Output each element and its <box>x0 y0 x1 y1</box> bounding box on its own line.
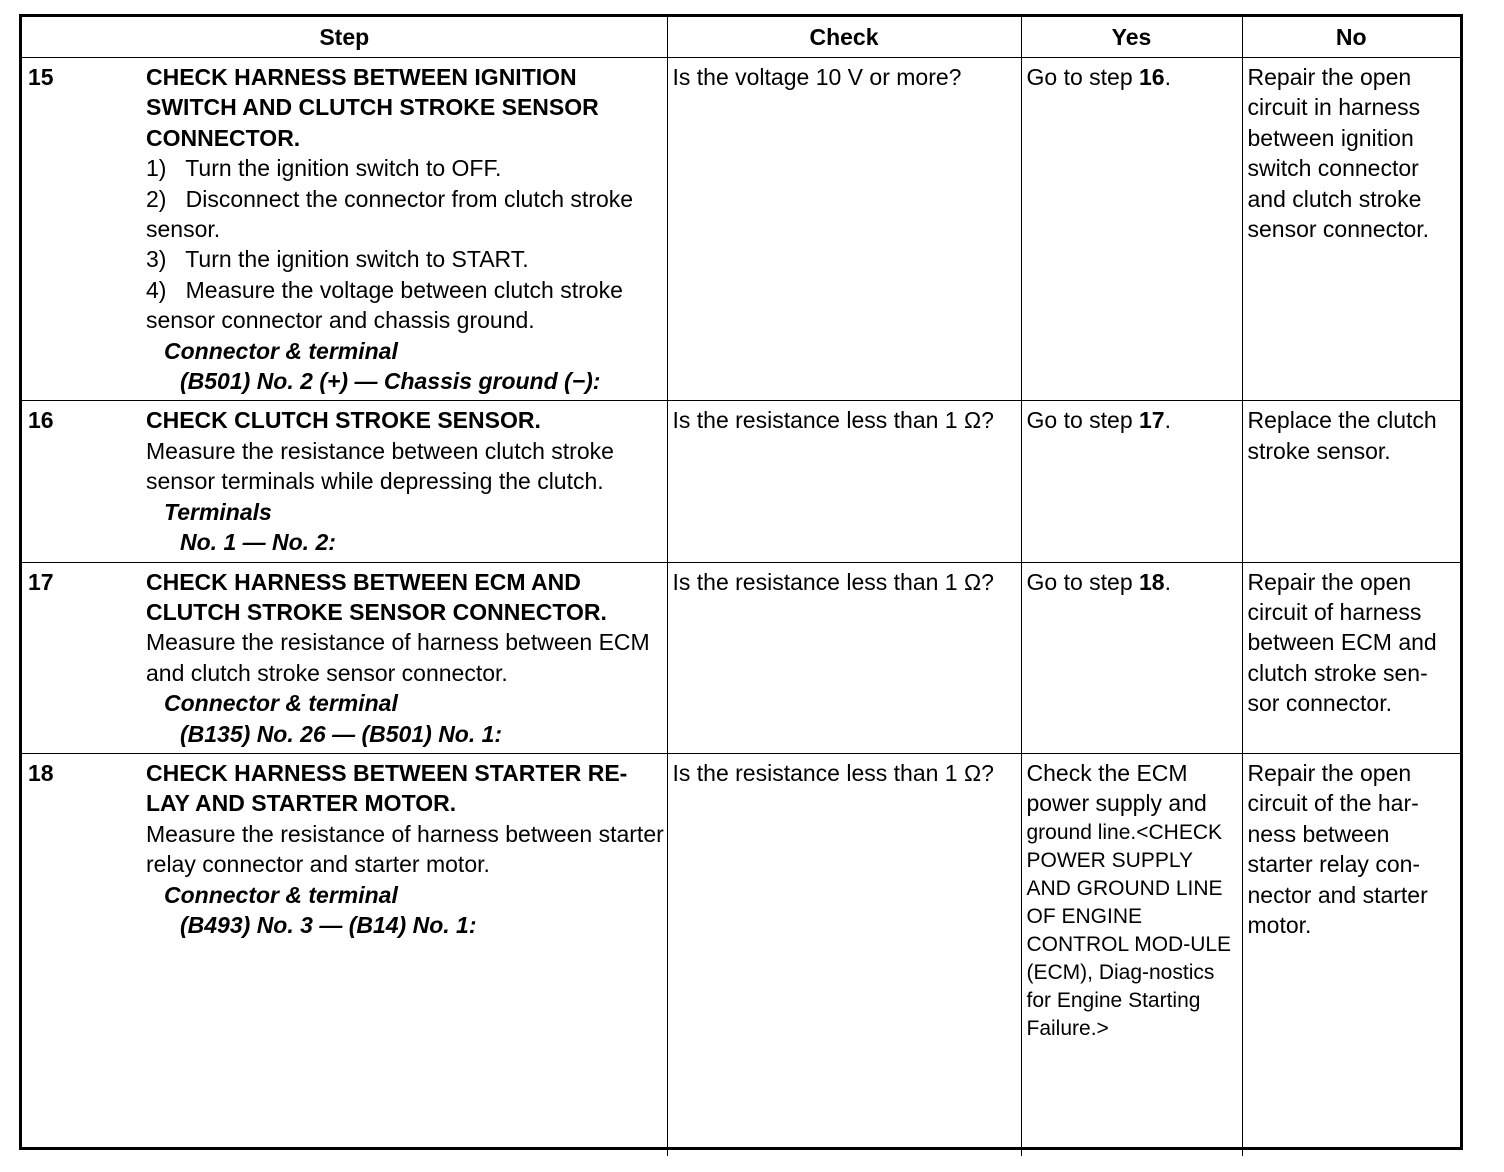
header-step: Step <box>22 17 667 58</box>
yes-prefix: Go to step <box>1026 407 1140 434</box>
diagnostic-table <box>22 17 1460 1156</box>
spec-value: (B501) No. 2 (+) — Chassis ground (−): <box>180 368 601 395</box>
yes-lead: Check the ECM power supply and <box>1026 759 1207 817</box>
instruction: 4) Measure the voltage between clutch stroke sensor connector and chassis ground. <box>146 276 623 334</box>
spec-label: Connector & terminal <box>164 337 398 364</box>
step-title: CHECK HARNESS BETWEEN IGNITION SWITCH AND CLUTCH STROKE SENSOR CONNECTOR. <box>146 64 599 151</box>
step-title: CHECK HARNESS BETWEEN ECM AND CLUTCH STROKE SENSOR CONNECTOR. <box>146 568 607 625</box>
step-cell <box>22 562 667 753</box>
spec-label: Connector & terminal <box>164 690 398 717</box>
yes-prefix: Go to step <box>1026 64 1140 90</box>
yes-step-link[interactable]: 16 <box>1139 64 1165 90</box>
yes-suffix: . <box>1164 568 1171 595</box>
check-cell: Is the resistance less than 1 Ω? <box>667 562 1021 753</box>
header-row <box>22 17 1460 58</box>
header-no: No <box>1242 17 1460 58</box>
check-cell: Is the resistance less than 1 Ω? <box>667 753 1021 1156</box>
yes-cell <box>1021 562 1242 753</box>
instruction: Measure the resistance of harness between starter relay connector and starter motor. <box>146 820 664 878</box>
check-cell: Is the resistance less than 1 Ω? <box>667 401 1021 562</box>
step-number: 18 <box>28 759 54 786</box>
yes-prefix: Go to step <box>1026 568 1140 595</box>
yes-cell <box>1021 58 1242 401</box>
no-cell: Repair the open circuit of harness between ECM and clutch stroke sen-sor connector. <box>1242 562 1460 753</box>
spec-value: (B135) No. 26 — (B501) No. 1: <box>180 720 503 747</box>
instruction: 3) Turn the ignition switch to START. <box>146 246 529 273</box>
no-cell: Repair the open circuit of the har-ness between starter relay con-nector and starter motor. <box>1242 753 1460 1156</box>
instruction: 2) Disconnect the connector from clutch stroke sensor. <box>146 185 634 243</box>
spec-label: Connector & terminal <box>164 881 398 908</box>
yes-suffix: . <box>1164 407 1171 434</box>
step-title: CHECK HARNESS BETWEEN STARTER RE-LAY AND STARTER MOTOR. <box>146 759 628 817</box>
table-row <box>22 562 1460 753</box>
yes-cell <box>1021 753 1242 1156</box>
no-cell: Replace the clutch stroke sensor. <box>1242 401 1460 562</box>
step-number: 17 <box>28 568 54 595</box>
step-cell <box>22 753 667 1156</box>
step-cell <box>22 401 667 562</box>
yes-reference-link[interactable]: ground line.<CHECK POWER SUPPLY AND GROUND LINE OF ENGINE CONTROL MOD-ULE (ECM), Diag-nostics for Engine Starting Failure.> <box>1026 820 1232 1040</box>
header-yes: Yes <box>1021 17 1242 58</box>
step-number: 15 <box>28 64 54 90</box>
step-number: 16 <box>28 407 54 434</box>
spec-value: (B493) No. 3 — (B14) No. 1: <box>180 911 477 938</box>
yes-step-link[interactable]: 17 <box>1139 407 1165 434</box>
spec-value: No. 1 — No. 2: <box>180 529 336 556</box>
yes-suffix: . <box>1164 64 1171 90</box>
table-row <box>22 753 1460 1156</box>
step-title: CHECK CLUTCH STROKE SENSOR. <box>146 407 541 434</box>
step-cell <box>22 58 667 401</box>
check-cell: Is the voltage 10 V or more? <box>667 58 1021 401</box>
table-row <box>22 401 1460 562</box>
diagnostic-table-frame <box>19 14 1463 1150</box>
yes-step-link[interactable]: 18 <box>1139 568 1165 595</box>
header-check: Check <box>667 17 1021 58</box>
no-cell: Repair the open circuit in harness between ignition switch connector and clutch stroke sensor connector. <box>1242 58 1460 401</box>
instruction: Measure the resistance between clutch stroke sensor terminals while depressing the clutch. <box>146 437 614 495</box>
instruction: Measure the resistance of harness between ECM and clutch stroke sensor connector. <box>146 629 650 686</box>
table-row <box>22 58 1460 401</box>
spec-label: Terminals <box>164 498 272 525</box>
instruction: 1) Turn the ignition switch to OFF. <box>146 155 502 182</box>
yes-cell <box>1021 401 1242 562</box>
